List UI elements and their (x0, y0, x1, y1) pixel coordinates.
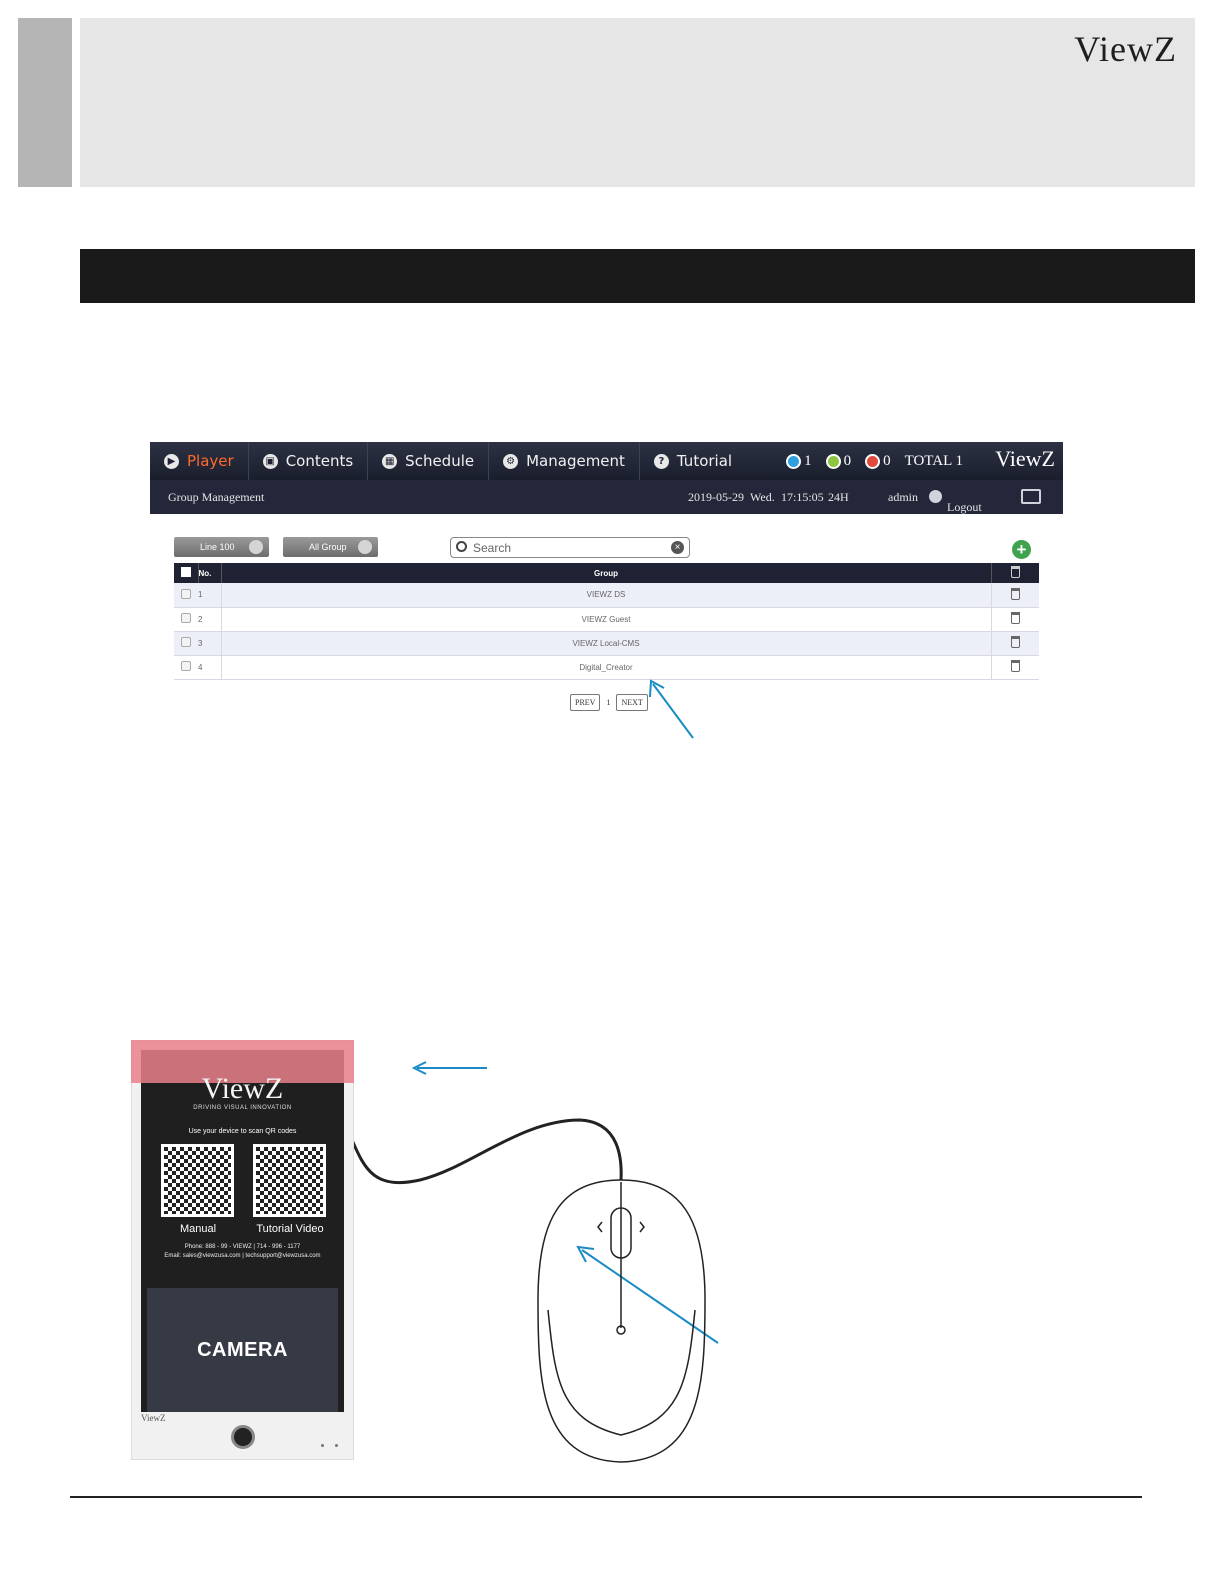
row-no: 2 (198, 607, 221, 631)
manual-label: Manual (179, 1223, 217, 1235)
current-date: 2019-05-29 (688, 490, 744, 504)
brand-logo: ViewZ (1074, 29, 1177, 69)
tutorial-label: Tutorial Video (256, 1223, 324, 1235)
user-name: admin (888, 490, 918, 504)
group-row-arrow (650, 681, 693, 738)
nav-contents-label: Contents (285, 452, 354, 470)
nav-schedule-label: Schedule (405, 452, 475, 470)
contact-info (141, 1243, 344, 1261)
page-title: Group Management (168, 490, 265, 504)
bezel-logo: ViewZ (141, 1413, 166, 1423)
clear-icon[interactable]: × (671, 541, 684, 554)
status-standby-count: 0 (843, 452, 852, 469)
row-group: Digital_Creator (221, 655, 991, 679)
current-day: Wed. (750, 490, 775, 504)
logout-label: Logout (947, 500, 982, 514)
management-icon: ⚙ (503, 454, 518, 469)
row-no: 4 (198, 655, 221, 679)
col-group: Group (221, 563, 991, 583)
footer-rule (70, 1496, 1142, 1498)
nav-player-label: Player (187, 452, 234, 470)
row-no: 3 (198, 631, 221, 655)
search-placeholder: Search (473, 540, 512, 555)
contents-icon: ▣ (263, 454, 278, 469)
device-tagline: DRIVING VISUAL INNOVATION (193, 1105, 292, 1111)
device-arrow (414, 1062, 487, 1074)
tutorial-qr-code[interactable] (253, 1144, 326, 1217)
line-select-value: Line 100 (200, 542, 235, 552)
row-group: VIEWZ DS (221, 583, 991, 607)
manual-qr-code[interactable] (161, 1144, 234, 1217)
row-group: VIEWZ Guest (221, 607, 991, 631)
mouse-cable (352, 1120, 621, 1183)
prev-button[interactable]: PREV (570, 694, 600, 711)
add-group-button[interactable]: + (1012, 540, 1031, 559)
contact-phone: Phone: 888 - 99 - VIEWZ | 714 - 996 - 1177 (184, 1244, 301, 1250)
current-time: 17:15:05 (781, 490, 824, 504)
contact-email: Email: sales@viewzusa.com | techsupport@viewzusa.com (164, 1253, 321, 1259)
nav-management-label: Management (526, 452, 625, 470)
status-offline-count: 0 (883, 452, 891, 469)
play-icon: ▶ (164, 454, 179, 469)
row-no: 1 (198, 583, 221, 607)
device-logo: ViewZ (201, 1072, 284, 1105)
indicator-light (321, 1444, 324, 1447)
nav-tutorial-label: Tutorial (676, 452, 733, 470)
row-group: VIEWZ Local-CMS (221, 631, 991, 655)
schedule-icon: ▦ (382, 454, 397, 469)
status-total: TOTAL 1 (904, 452, 963, 469)
clock-mode: 24H (828, 490, 849, 504)
mouse-arrow (578, 1247, 718, 1343)
camera-lens-icon (231, 1425, 255, 1449)
mouse-drawing (538, 1180, 705, 1462)
status-online-count: 1 (804, 452, 812, 469)
col-no: No. (198, 563, 221, 583)
camera-preview (147, 1288, 338, 1412)
next-button[interactable]: NEXT (616, 694, 647, 711)
camera-label: CAMERA (197, 1338, 288, 1361)
kiosk-device (131, 1040, 354, 1460)
scan-instructions: Use your device to scan QR codes (188, 1128, 297, 1135)
indicator-light (335, 1444, 338, 1447)
help-icon: ? (654, 454, 669, 469)
page-number[interactable]: 1 (606, 698, 611, 707)
cms-logo: ViewZ (995, 446, 1055, 471)
group-select-value: All Group (309, 542, 347, 552)
device-screen (141, 1050, 344, 1412)
